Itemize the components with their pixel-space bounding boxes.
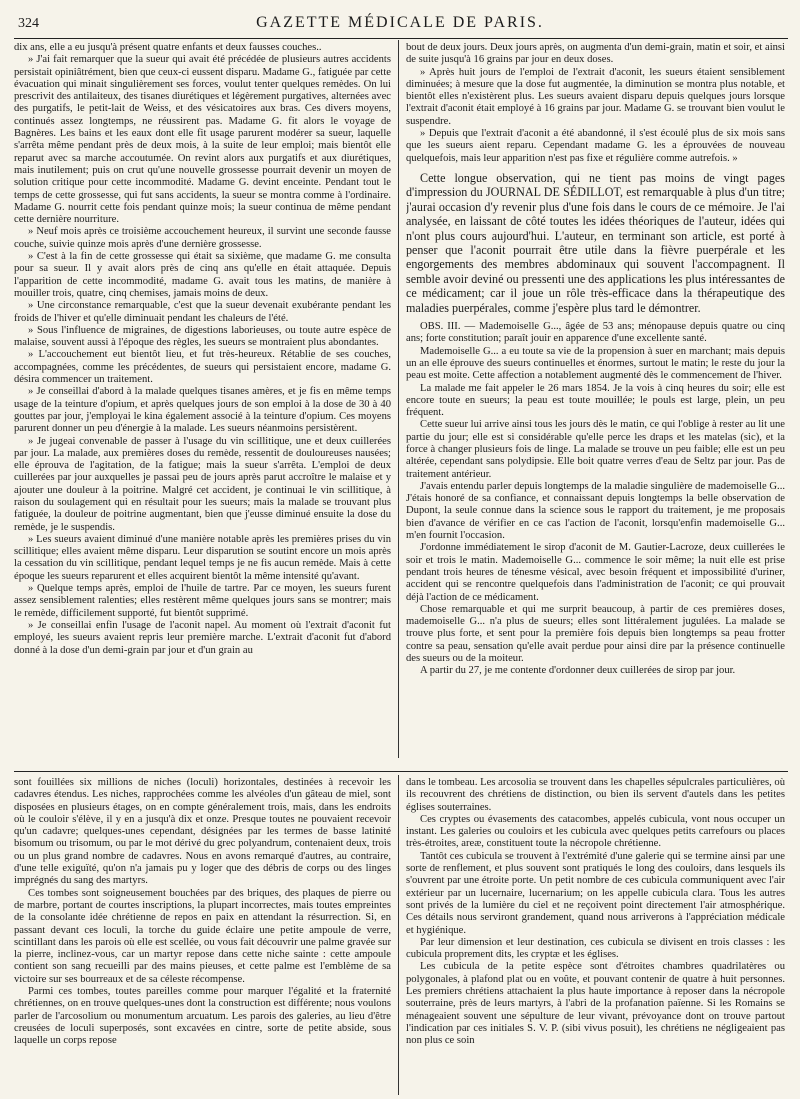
page-number: 324 xyxy=(18,16,39,31)
column-divider-top xyxy=(398,40,399,758)
paragraph: » Je conseillai enfin l'usage de l'aconit napel. Au moment où l'extrait d'aconit fut employé, les sueurs avaient repris leur première marche. L'extrait d'aconit fut d'abord donné à la dose d'un demi-grain par jour et d'un grain au xyxy=(14,619,391,656)
paragraph: Tantôt ces cubicula se trouvent à l'extrémité d'une galerie qui se termine ainsi par une sorte de renflement, et plus souvent sont pratiqués le long des couloirs, dans lesquels ils s'ouvrent par une étroite porte. Un petit nombre de ces cubicula communiquent avec l'air extérieur par un lucernaire, lucernarium; on les appelle cubicula clara. Tous les autres sont privés de la lumière du ciel et ne reçoivent point directement l'air atmosphérique. Ces détails nous serviront grandement, quand nous arriverons à l'appréciation médicale et hygiénique. xyxy=(406,850,785,936)
paragraph: Les cubicula de la petite espèce sont d'étroites chambres quadrilatères ou polygonales, à plafond plat ou en voûte, et pouvant contenir de quatre à huit personnes. Les premiers chrétiens attachaient la plus haute importance à reposer dans la nécropole souterraine, près de leurs martyrs, à l'abri de la profanation païenne. Si les Romains se ménageaient souvent une sépulture de leur vivant, prévoyance dont on trouve partout l'indication par ces initiales S. V. P. (sibi vivus posuit), les chrétiens ne négligeaient pas non plus ce soin xyxy=(406,961,785,1047)
paragraph: A partir du 27, je me contente d'ordonner deux cuillerées de sirop par jour. xyxy=(420,665,736,677)
paragraph: » L'accouchement eut bientôt lieu, et fut très-heureux. Rétablie de ses couches, accompagnées, comme les précédentes, de sueurs qui persistaient encore, madame G. désira commencer un traitement. xyxy=(14,349,391,386)
top-right-column xyxy=(406,42,785,754)
paragraph: J'ordonne immédiatement le sirop d'aconit de M. Gautier-Lacroze, deux cuillerées le soir et trois le matin. Mademoiselle G... commence le soir même; la nuit elle est prise pendant trois heures de ténesme vésical, avec besoin fréquent et impossibilité d'uriner, accident qui se rencontre quelquefois dans l'administration de l'aconit; ce qui prouvait déjà l'action de ce médicament. xyxy=(406,542,785,603)
paragraph: La malade me fait appeler le 26 mars 1854. Je la vois à cinq heures du soir; elle est encore toute en sueurs; la peau est toute mouillée; le pouls est large, plein, un peu fréquent. xyxy=(406,382,785,419)
section-rule xyxy=(14,771,788,772)
paragraph: » Je jugeai convenable de passer à l'usage du vin scillitique, une et deux cuillerées par jour. La malade, aux premières doses du remède, ressentit de douloureuses nausées; elle éprouva de l'agitation, de la fatigue; mais la sueur s'arrêta. L'emploi de deux cuillerées par jour auxquelles je passai peu de jours après parut accroître le malaise et y ajouter une douleur à la poitrine. Malgré cet accident, je continuai le vin scillitique, à raison du soulagement qui en résultait pour les sueurs; mais la malade se trouvant plus fatiguée, la douleur de poitrine augmentant, bien que j'eusse diminué ensuite la dose du remède, je le suspendis. xyxy=(14,435,391,533)
paragraph: » Une circonstance remarquable, c'est que la sueur devenait exubérante pendant les froids de l'hiver et qu'elle diminuait pendant les chaleurs de l'été. xyxy=(14,300,391,324)
paragraph: » Neuf mois après ce troisième accouchement heureux, il survint une seconde fausse couche, suivie quinze mois après d'une dernière grossesse. xyxy=(14,226,391,250)
bottom-right-column xyxy=(406,777,785,1093)
paragraph: Ces tombes sont soigneusement bouchées par des briques, des plaques de pierre ou de marbre, portant de courtes inscriptions, la plupart incorrectes, mais toutes empreintes de la consolante idée chrétienne de repos en paix en attendant la résurrection. Si, en passant devant ces loculi, la torche du guide éclaire une petite ampoule de verre, scintillant dans les parois où elle est scellée, ou vous fait découvrir une palme gravée sur la pierre, inclinez-vous, car un martyr repose dans cette niche sainte : cette ampoule contient son sang recueilli par des mains pieuses, et cette palme est l'emblème de sa victoire sur ses bourreaux et de sa céleste récompense. xyxy=(14,887,391,985)
paragraph: » Les sueurs avaient diminué d'une manière notable après les premières prises du vin scillitique; elles avaient même disparu. Leur disparution se soutint encore un mois après la cessation du vin scillitique, pendant lequel temps je ne fis aucun remède. Mais à cette époque les sueurs reparurent et elles acquirent bientôt la même intensité qu'avant. xyxy=(14,533,391,582)
paragraph: Mademoiselle G... a eu toute sa vie de la propension à suer en marchant; mais depuis un an elle éprouve des sueurs continuelles et énormes, surtout le matin; le reste du jour la peau est moite. Cette affection a notablement augmenté dès le commencement de l'hiver. xyxy=(406,345,785,382)
paragraph: » Sous l'influence de migraines, de digestions laborieuses, ou toute autre espèce de malaise, souvent aussi à l'époque des règles, les sueurs se montraient plus abondantes. xyxy=(14,324,391,349)
bottom-left-column xyxy=(14,777,391,1093)
journal-title: GAZETTE MÉDICALE DE PARIS. xyxy=(256,14,544,31)
paragraph: Cette longue observation, qui ne tient pas moins de vingt pages d'impression du JOURNAL DE SÉDILLOT, est remarquable à plus d'un titre; j'aurai occasion d'y revenir plus d'une fois dans le cours de ce mémoire. Je l'ai analysée, en laissant de côté toutes les idées théoriques de l'auteur, idées qui n'ont plus cours aujourd'hui. L'auteur, en terminant son article, est porté à penser que l'aconit pourrait être utile dans la fièvre puerpérale et les engorgements des membres abdominaux qui souvent l'accompagnent. Il semble avoir deviné ou pressenti une des applications les plus intéressantes de ce médicament; car il joue un rôle très-efficace dans la thérapeutique des maladies puerpérales, comme j'espère plus tard le démontrer. xyxy=(406,170,785,315)
top-left-column xyxy=(14,42,391,754)
paragraph: » J'ai fait remarquer que la sueur qui avait été précédée de plusieurs autres accidents persistait opiniâtrément, bien que ceux-ci eussent disparu. Madame G., fatiguée par cette évacuation qui minait singulièrement ses forces, voulut tenter quelques remèdes. On lui prescrivit des antilaiteux, des tisanes diurétiques et légèrement purgatives, alternées avec des purgatifs, le petit-lait de Weiss, et des vésicatoires aux bras. Ces divers moyens, continués assez longtemps, ne réussirent pas. Madame G. fit alors le voyage de Bagnères. Les bains et les eaux dont elle fit usage parurent modérer sa sueur, laquelle s'arrêta même pendant près de deux mois, à la suite de leur emploi; mais bientôt elle reparut avec sa marche accoutumée. On revint alors aux purgatifs et aux diurétiques, mais inutilement; puis on crut qu'une nouvelle grossesse pourrait devenir un moyen de solution critique pour cette incommodité. Madame G. devint enceinte. Pendant tout le temps de cette grossesse, qui fut sans accidents, la sueur se montra comme à l'ordinaire. Madame G. nourrit cette fois pendant quinze mois; la sueur continua de même pendant cette dernière nourriture. xyxy=(14,54,391,226)
paragraph: » Quelque temps après, emploi de l'huile de tartre. Par ce moyen, les sueurs furent assez sensiblement ralenties; elles restèrent même quelques jours sans se montrer; mais le remède, difficilement supporté, fut bientôt supprimé. xyxy=(14,583,391,619)
column-divider-bottom xyxy=(398,775,399,1095)
paragraph: sont fouillées six millions de niches (loculi) horizontales, destinées à recevoir les cadavres étendus. Les niches, rapprochées comme les alvéoles d'un gâteau de miel, sont disposées en plusieurs étages, on en compte généralement trois, mais, dans les endroits où le couloir s'élève, il y en a jusqu'à dix et onze. Presque toutes ne pouvaient recevoir qu'un cadavre; quelques-unes cependant, désignées par les termes de basse latinité bisomum ou trisomum, ou par le mot dérivé du grec polyandrum, contenaient deux, trois ou un plus grand nombre de cadavres. Nous en avons remarqué d'autres, au contraire, d'une telle exiguïté, qu'on n'a jamais pu y loger que des débris de corps ou des linges imprégnés du sang des martyrs. xyxy=(14,777,391,887)
paragraph: » Je conseillai d'abord à la malade quelques tisanes amères, et je fis en même temps usage de la teinture d'opium, et après quelques jours de son emploi à la dose de 30 à 40 gouttes par jour, j'employai le kina également associé à la teinture d'opium. Ces moyens parurent donner un peu d'énergie à la malade. Les sueurs néanmoins persistèrent. xyxy=(14,386,391,435)
paragraph: OBS. III. — Mademoiselle G..., âgée de 53 ans; ménopause depuis quatre ou cinq ans; forte constitution; paraît jouir en apparence d'une excellente santé. xyxy=(406,321,785,345)
header-rule xyxy=(14,38,788,39)
paragraph: Parmi ces tombes, toutes pareilles comme pour marquer l'égalité et la fraternité chrétiennes, on en trouve quelques-unes dont la construction est différente; nous voulons parler de l'arcosolium ou monumentum arcuatum. Les parois des galeries, au lieu d'être creusées de loculi superposés, sont excavées en cintre, sorte de petite abside, sous laquelle un corps repose xyxy=(14,986,391,1047)
paragraph: dix ans, elle a eu jusqu'à présent quatre enfants et deux fausses couches.. xyxy=(14,42,322,53)
paragraph: Chose remarquable et qui me surprit beaucoup, à partir de ces premières doses, mademoiselle G... n'a plus de sueurs; elles sont littéralement jugulées. La malade se trouve plus forte, et sent pour la première fois depuis bien longtemps sa peau frotter contre sa peau, sensation qu'elle avait perdue pour ainsi dire par la présence continuelle des sueurs ou de la moiteur. xyxy=(406,603,785,665)
paragraph: Ces cryptes ou évasements des catacombes, appelés cubicula, vont nous occuper un instant. Les galeries ou couloirs et les cubicula avec quelques petits carrefours ou places très-étroites, areæ, constituent toute la nécropole chrétienne. xyxy=(406,813,785,850)
paragraph: Par leur dimension et leur destination, ces cubicula se divisent en trois classes : les cubicula proprement dits, les cryptæ et les églises. xyxy=(406,936,785,961)
paragraph: » Après huit jours de l'emploi de l'extrait d'aconit, les sueurs étaient sensiblement diminuées; à mesure que la dose fut augmentée, la diminution se montra plus notable, et bientôt elles n'existèrent plus. Les sueurs avaient disparu depuis quelques jours lorsque l'extrait d'aconit était employé à 16 grains par jour. Madame G. se trouvant bien voulut le suspendre. xyxy=(406,66,785,127)
paragraph: Cette sueur lui arrive ainsi tous les jours dès le matin, ce qui l'oblige à rester au lit une partie du jour; elle est si considérable qu'elle perce les draps et les matelas (sic), et la force à changer plusieurs fois de linge. La malade se trouve un peu faible; elle est un peu altérée, cependant sans polydipsie. Elle boit quatre verres d'eau de Seltz par jour. Pas de traitement antérieur. xyxy=(406,419,785,480)
page-header xyxy=(10,12,790,36)
paragraph: J'avais entendu parler depuis longtemps de la maladie singulière de mademoiselle G... J'étais honoré de sa confiance, et connaissant depuis longtemps la belle observation de Dupont, la seule connue dans la science sous le rapport du traitement, je me proposais bien d'avance de vérifier en ce cas l'action de l'aconit, lorsqu'enfin mademoiselle G... m'en fournit l'occasion. xyxy=(406,480,785,542)
paragraph: » C'est à la fin de cette grossesse qui était sa sixième, que madame G. me consulta pour sa sueur. Il y avait alors près de cinq ans qu'elle en était attaquée. Depuis l'apparition de cette incommodité, madame G. avait tous les matins, de manière à mouiller trois, quatre, cinq chemises, jamais moins de deux. xyxy=(14,251,391,299)
paragraph: bout de deux jours. Deux jours après, on augmenta d'un demi-grain, matin et soir, et ainsi de suite jusqu'à 16 grains par jour en deux doses. xyxy=(406,42,785,66)
paragraph: dans le tombeau. Les arcosolia se trouvent dans les chapelles sépulcrales particulières, où ils recouvrent des chrétiens de distinction, ou bien ils servent d'autels dans les petites églises souterraines. xyxy=(406,777,785,813)
paragraph: » Depuis que l'extrait d'aconit a été abandonné, il s'est écoulé plus de six mois sans que les sueurs aient reparu. Cependant madame G. les a éprouvées de nouveau quelquefois, mais leur apparition n'est pas fixe et régulière comme autrefois. » xyxy=(406,128,785,164)
